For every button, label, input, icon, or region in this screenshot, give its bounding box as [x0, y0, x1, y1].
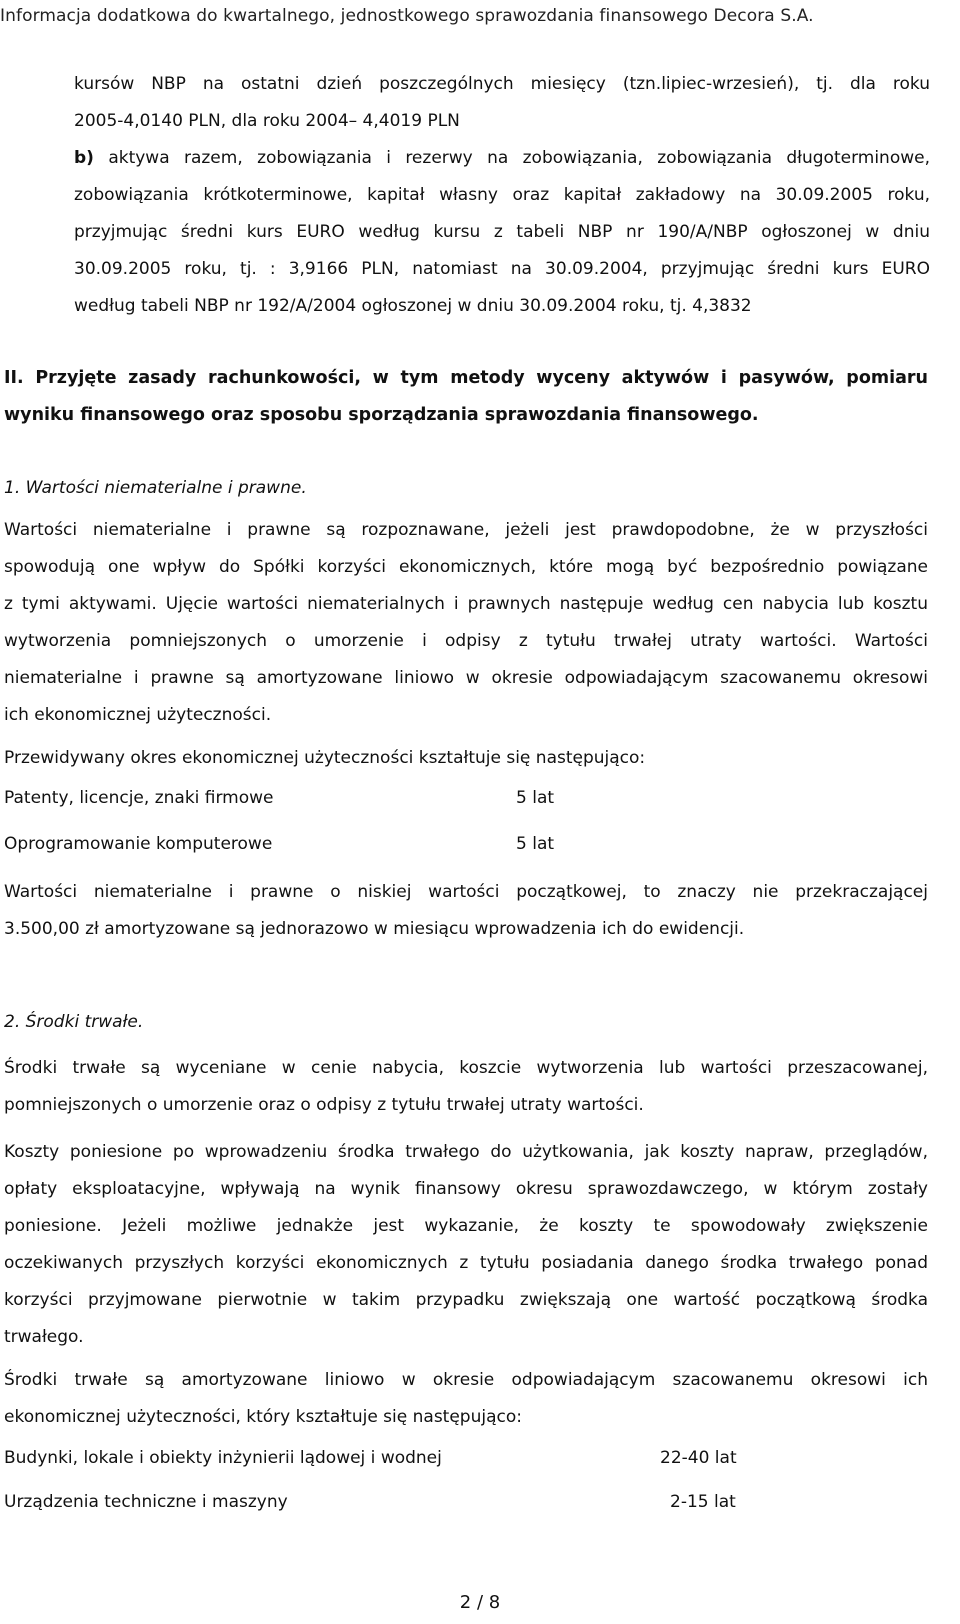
text-line: z tymi aktywami. Ujęcie wartości niematerialnych i prawnych następuje według cen nabycia lub kosztu [4, 594, 928, 614]
table-row [4, 788, 928, 818]
page-number: 2 / 8 [459, 1592, 501, 1613]
text-line: Wartości niematerialne i prawne o niskiej wartości początkowej, to znaczy nie przekraczającej [4, 882, 928, 902]
text-line: wytworzenia pomniejszonych o umorzenie i odpisy z tytułu trwałej utraty wartości. Wartości [4, 631, 928, 651]
text-line: zobowiązania krótkoterminowe, kapitał własny oraz kapitał zakładowy na 30.09.2005 roku, [74, 185, 930, 205]
text-line: poniesione. Jeżeli możliwe jednakże jest wykazanie, że koszty te spowodowały zwiększenie [4, 1216, 928, 1236]
text-line: ekonomicznej użyteczności, który kształtuje się następująco: [4, 1407, 522, 1427]
table-row [4, 1448, 928, 1478]
text-line: Środki trwałe są wyceniane w cenie nabycia, koszcie wytworzenia lub wartości przeszacowanej, [4, 1058, 928, 1078]
text-line: 2005-4,0140 PLN, dla roku 2004– 4,4019 PLN [74, 111, 460, 131]
text-line: według tabeli NBP nr 192/A/2004 ogłoszonej w dniu 30.09.2004 roku, tj. 4,3832 [74, 296, 752, 316]
section-heading [4, 360, 928, 434]
text-line: Środki trwałe są amortyzowane liniowo w okresie odpowiadającym szacowanemu okresowi ich [4, 1370, 928, 1390]
asset-category: Patenty, licencje, znaki firmowe [4, 788, 274, 808]
heading-line: II. Przyjęte zasady rachunkowości, w tym metody wyceny aktywów i pasywów, pomiaru [4, 368, 928, 388]
text-line: niematerialne i prawne są amortyzowane liniowo w okresie odpowiadającym szacowanemu okresowi [4, 668, 928, 688]
intangibles-paragraph-3 [4, 874, 928, 948]
subsection-title: 2. Środki trwałe. [4, 1012, 144, 1032]
fixed-assets-paragraph-1 [4, 1050, 928, 1124]
asset-category: Budynki, lokale i obiekty inżynierii lądowej i wodnej [4, 1448, 442, 1468]
text-line: Przewidywany okres ekonomicznej użyteczności kształtuje się następująco: [4, 748, 646, 768]
text-line: 30.09.2005 roku, tj. : 3,9166 PLN, natomiast na 30.09.2004, przyjmując średni kurs EURO [74, 259, 930, 279]
text-line: pomniejszonych o umorzenie oraz o odpisy z tytułu trwałej utraty wartości. [4, 1095, 644, 1115]
heading-line: wyniku finansowego oraz sposobu sporządzania sprawozdania finansowego. [4, 405, 759, 425]
text-fragment: aktywa razem, zobowiązania i rezerwy na zobowiązania, zobowiązania długoterminowe, [108, 148, 930, 168]
text-line: korzyści przyjmowane pierwotnie w takim przypadku zwiększają one wartość początkową środka [4, 1290, 928, 1310]
exchange-rate-paragraph [74, 66, 930, 140]
text-line: przyjmując średni kurs EURO według kursu z tabeli NBP nr 190/A/NBP ogłoszonej w dniu [74, 222, 930, 242]
subsection-title: 1. Wartości niematerialne i prawne. [4, 478, 307, 498]
page-header: Informacja dodatkowa do kwartalnego, jednostkowego sprawozdania finansowego Decora S.A. [0, 6, 814, 26]
text-line: oczekiwanych przyszłych korzyści ekonomicznych z tytułu posiadania danego środka trwałego ponad [4, 1253, 928, 1273]
asset-category: Oprogramowanie komputerowe [4, 834, 273, 854]
asset-category: Urządzenia techniczne i maszyny [4, 1492, 288, 1512]
paragraph-b [74, 140, 930, 325]
table-row [4, 1492, 928, 1522]
useful-life-value: 5 lat [516, 834, 555, 854]
useful-life-value: 5 lat [516, 788, 555, 808]
intangibles-paragraph-1 [4, 512, 928, 734]
table-row [4, 834, 928, 864]
text-line [74, 140, 930, 177]
fixed-assets-paragraph-2 [4, 1134, 928, 1356]
text-line: opłaty eksploatacyjne, wpływają na wynik finansowy okresu sprawozdawczego, w którym zostały [4, 1179, 928, 1199]
text-line: 3.500,00 zł amortyzowane są jednorazowo w miesiącu wprowadzenia ich do ewidencji. [4, 919, 745, 939]
text-line: Koszty poniesione po wprowadzeniu środka trwałego do użytkowania, jak koszty napraw, przeglądów, [4, 1142, 928, 1162]
useful-life-value: 22-40 lat [660, 1448, 737, 1468]
list-marker: b) [74, 148, 94, 168]
fixed-assets-paragraph-3 [4, 1362, 928, 1436]
intangibles-paragraph-2 [4, 740, 928, 777]
text-line: trwałego. [4, 1327, 84, 1347]
text-line: ich ekonomicznej użyteczności. [4, 705, 272, 725]
text-line: kursów NBP na ostatni dzień poszczególnych miesięcy (tzn.lipiec-wrzesień), tj. dla roku [74, 74, 930, 94]
text-line: spowodują one wpływ do Spółki korzyści ekonomicznych, które mogą być bezpośrednio powiązane [4, 557, 928, 577]
text-line: Wartości niematerialne i prawne są rozpoznawane, jeżeli jest prawdopodobne, że w przyszłości [4, 520, 928, 540]
useful-life-value: 2-15 lat [670, 1492, 736, 1512]
